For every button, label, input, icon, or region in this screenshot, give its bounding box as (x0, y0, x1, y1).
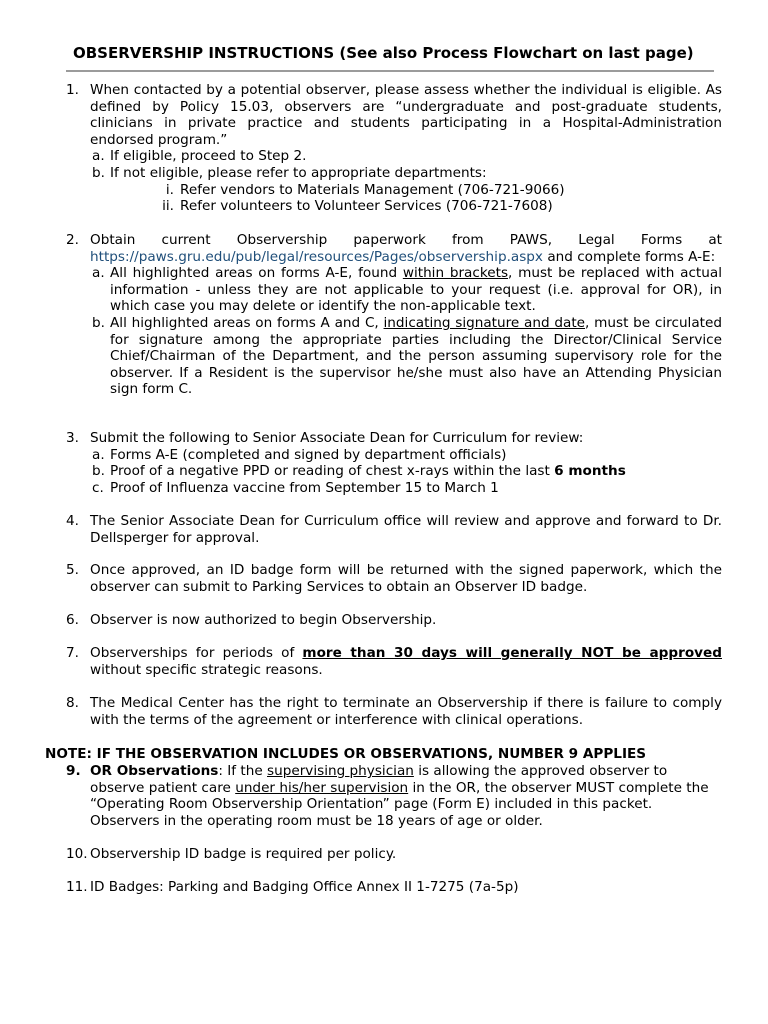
list-item-4 (66, 513, 722, 546)
item-text: Obtain current Observership paperwork from PAWS, Legal Forms at https://paws.gru.edu/pub/legal/resources/Pages/observership.aspx and complete forms A-E: (90, 232, 722, 265)
list-item-5 (66, 562, 722, 595)
sub-marker: b. (92, 314, 105, 331)
roman-marker: ii. (162, 198, 174, 215)
item-text: ID Badges: Parking and Badging Office Annex II 1-7275 (7a-5p) (90, 879, 519, 895)
item-number: 4. (66, 513, 79, 529)
item-number: 11. (66, 879, 88, 895)
sub-item-1a (92, 148, 722, 165)
item-number: 2. (66, 232, 79, 248)
sub-marker: a. (92, 446, 105, 463)
item-number: 9. (66, 763, 81, 779)
sub-item-3a (92, 446, 722, 464)
item-number: 7. (66, 645, 79, 661)
sub-text: All highlighted areas on forms A and C, indicating signature and date, must be circulated for signature among the appropriate parties including the Director/Clinical Service Chief/Chairman of the Department, and the person assuming supervisory role for the observer. If a Resident is the supervisor he/she must also have an Attending Physician sign form C. (110, 314, 722, 398)
list-item-10 (66, 846, 722, 863)
item-text: Once approved, an ID badge form will be returned with the signed paperwork, which the observer can submit to Parking Services to obtain an Observer ID badge. (90, 562, 722, 595)
sub-text: If eligible, proceed to Step 2. (110, 148, 307, 165)
item-text: Observer is now authorized to begin Observership. (90, 612, 437, 628)
item-text: The Senior Associate Dean for Curriculum office will review and approve and forward to Dr. Dellsperger for approval. (90, 513, 722, 546)
list-item-2 (66, 232, 722, 398)
roman-marker: i. (165, 181, 174, 198)
sub-marker: b. (92, 164, 105, 181)
sub-text: Forms A-E (completed and signed by department officials) (110, 446, 507, 463)
item-number: 10. (66, 846, 88, 862)
sub-text: All highlighted areas on forms A-E, found within brackets, must be replaced with actual information - unless they are not applicable to your request (i.e. approval for OR), in which case you may delete or identify the non-applicable text. (110, 265, 722, 315)
or-observation-note: NOTE: IF THE OBSERVATION INCLUDES OR OBSERVATIONS, NUMBER 9 APPLIES (45, 746, 647, 762)
sub-text: Proof of a negative PPD or reading of chest x-rays within the last 6 months (110, 463, 626, 480)
sub-marker: a. (92, 265, 105, 282)
sub-text: Proof of Influenza vaccine from September 15 to March 1 (110, 479, 499, 496)
item-number: 8. (66, 695, 79, 711)
sub-item-1b-i (165, 181, 722, 199)
roman-text: Refer vendors to Materials Management (706-721-9066) (180, 181, 565, 198)
sub-item-3c (92, 479, 722, 497)
paws-legal-forms-link[interactable]: https://paws.gru.edu/pub/legal/resources/Pages/observership.aspx (90, 248, 543, 265)
list-item-1 (66, 82, 722, 215)
list-item-11 (66, 879, 722, 896)
sub-item-2b (92, 314, 722, 398)
sub-marker: c. (92, 479, 104, 496)
list-item-3 (66, 430, 722, 496)
list-item-6 (66, 612, 722, 629)
item-number: 1. (66, 82, 79, 98)
sub-text: If not eligible, please refer to appropriate departments: (110, 164, 487, 181)
list-item-7 (66, 645, 722, 678)
sub-item-1b-ii (162, 198, 722, 215)
item-text: Submit the following to Senior Associate Dean for Curriculum for review: (90, 430, 584, 446)
sub-marker: b. (92, 463, 105, 480)
item-number: 6. (66, 612, 79, 628)
sub-item-3b (92, 463, 722, 480)
item-text: When contacted by a potential observer, please assess whether the individual is eligible. As defined by Policy 15.03, observers are “undergraduate and post-graduate students, clinicians in private practice and students participating in a Hospital-Administration endorsed program.” (90, 82, 722, 148)
item-text: OR Observations: If the supervising physician is allowing the approved observer to observe patient care under his/her supervision in the OR, the observer MUST complete the “Operating Room Observership Orientation” page (Form E) included in this packet. Observers in the operating room must be 18 years of age or older. (90, 763, 709, 829)
sub-item-1b (92, 164, 722, 182)
item-number: 5. (66, 562, 79, 578)
item-text: Observerships for periods of more than 30 days will generally NOT be approved without specific strategic reasons. (90, 645, 722, 678)
item-number: 3. (66, 430, 79, 446)
list-item-8 (66, 695, 722, 728)
sub-marker: a. (92, 148, 105, 165)
page-title: OBSERVERSHIP INSTRUCTIONS (See also Process Flowchart on last page) (73, 44, 694, 62)
item-text: Observership ID badge is required per policy. (90, 846, 397, 862)
list-item-9 (66, 763, 722, 829)
sub-item-2a (92, 265, 722, 315)
roman-text: Refer volunteers to Volunteer Services (706-721-7608) (180, 198, 553, 215)
title-divider (66, 70, 714, 72)
item-text: The Medical Center has the right to terminate an Observership if there is failure to comply with the terms of the agreement or interference with clinical operations. (90, 695, 722, 728)
